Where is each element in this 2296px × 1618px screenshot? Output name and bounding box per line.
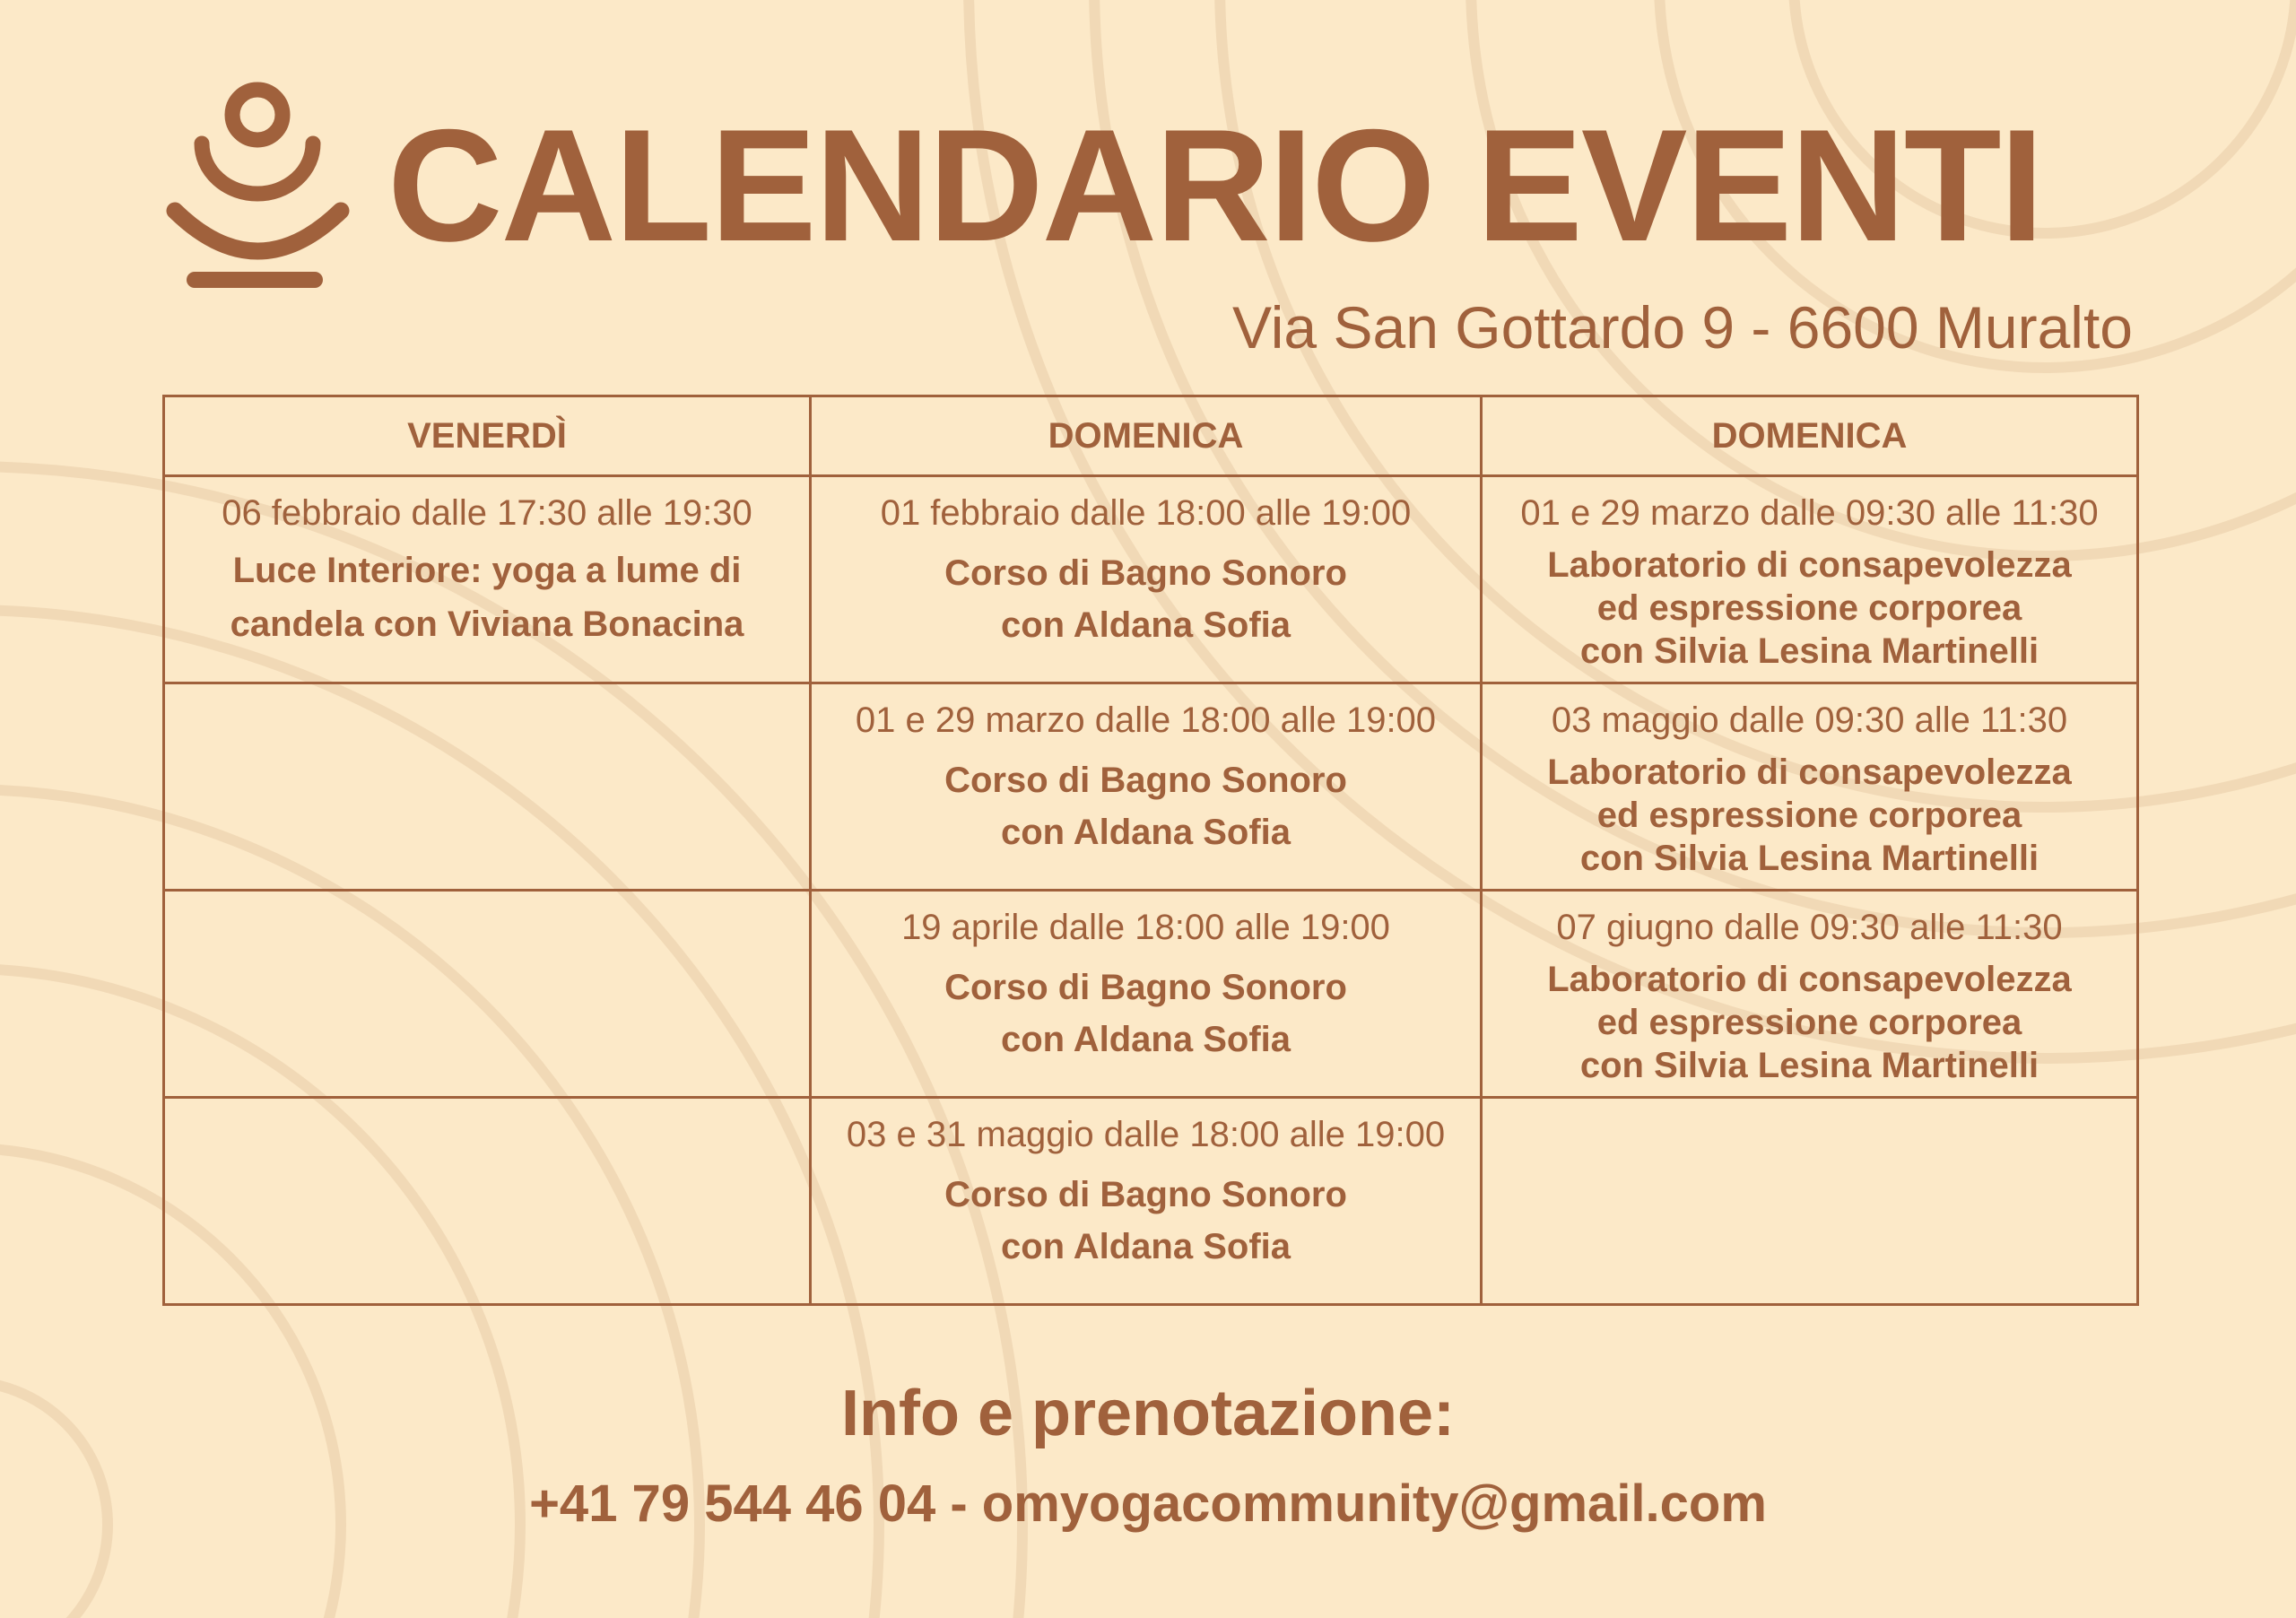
- empty-cell: [1482, 1098, 2138, 1305]
- empty-cell: [164, 683, 811, 891]
- event-cell: [1482, 683, 2138, 891]
- meditation-figure-icon: [157, 72, 359, 300]
- event-title: Laboratorio di consapevolezza ed espressione corporea con Silvia Lesina Martinelli: [1547, 545, 2072, 671]
- event-title: Luce Interiore: yoga a lume di candela con Viviana Bonacina: [230, 551, 744, 644]
- table-row: [164, 476, 2138, 683]
- event-cell: [164, 476, 811, 683]
- event-date: 03 e 31 maggio dalle 18:00 alle 19:00: [846, 1115, 1446, 1154]
- event-date: 07 giugno dalle 09:30 alle 11:30: [1556, 908, 2063, 947]
- empty-cell: [164, 1098, 811, 1305]
- table-row: [164, 1098, 2138, 1305]
- page-title: CALENDARIO EVENTI: [387, 96, 2042, 274]
- column-header-sunday: DOMENICA: [811, 396, 1482, 476]
- events-calendar-table: [162, 395, 2139, 1306]
- event-title: Laboratorio di consapevolezza ed espressione corporea con Silvia Lesina Martinelli: [1547, 960, 2072, 1085]
- column-header-sunday: DOMENICA: [1482, 396, 2138, 476]
- event-title: Corso di Bagno Sonoro con Aldana Sofia: [944, 1175, 1347, 1266]
- contact-line: +41 79 544 46 04 - omyogacommunity@gmail.com: [529, 1474, 1767, 1533]
- event-date: 03 maggio dalle 09:30 alle 11:30: [1551, 700, 2068, 740]
- event-date: 01 e 29 marzo dalle 09:30 alle 11:30: [1520, 493, 2099, 533]
- event-cell: [1482, 891, 2138, 1098]
- table-row: [164, 891, 2138, 1098]
- table-header-row: [164, 396, 2138, 476]
- event-title: Corso di Bagno Sonoro con Aldana Sofia: [944, 553, 1347, 645]
- event-cell: [811, 891, 1482, 1098]
- venue-address: Via San Gottardo 9 - 6600 Muralto: [1231, 294, 2133, 361]
- event-cell: [811, 476, 1482, 683]
- column-header-friday: VENERDÌ: [164, 396, 811, 476]
- event-date: 06 febbraio dalle 17:30 alle 19:30: [222, 493, 752, 533]
- event-cell: [1482, 476, 2138, 683]
- event-date: 01 febbraio dalle 18:00 alle 19:00: [880, 493, 1412, 533]
- table-row: [164, 683, 2138, 891]
- event-cell: [811, 683, 1482, 891]
- event-title: Corso di Bagno Sonoro con Aldana Sofia: [944, 761, 1347, 852]
- empty-cell: [164, 891, 811, 1098]
- info-heading: Info e prenotazione:: [841, 1378, 1455, 1449]
- event-date: 01 e 29 marzo dalle 18:00 alle 19:00: [855, 700, 1437, 740]
- event-date: 19 aprile dalle 18:00 alle 19:00: [901, 908, 1390, 947]
- event-cell: [811, 1098, 1482, 1305]
- event-title: Laboratorio di consapevolezza ed espressione corporea con Silvia Lesina Martinelli: [1547, 752, 2072, 878]
- event-title: Corso di Bagno Sonoro con Aldana Sofia: [944, 968, 1347, 1059]
